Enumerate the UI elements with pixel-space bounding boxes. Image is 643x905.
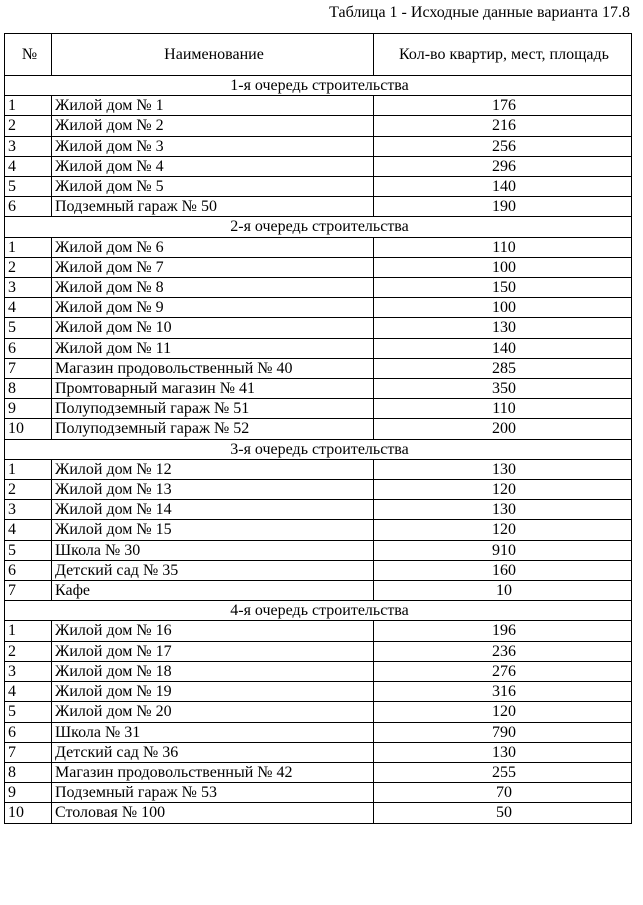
table-row bbox=[5, 156, 632, 176]
stage-header-row bbox=[5, 76, 632, 96]
row-name-cell: Жилой дом № 12 bbox=[52, 459, 374, 479]
table-row bbox=[5, 96, 632, 116]
table-caption: Таблица 1 - Исходные данные варианта 17.8 bbox=[329, 4, 630, 21]
row-name-cell: Магазин продовольственный № 40 bbox=[52, 358, 374, 378]
table-row bbox=[5, 379, 632, 399]
table-body bbox=[5, 76, 632, 824]
table-row bbox=[5, 581, 632, 601]
row-qty-cell: 110 bbox=[374, 237, 632, 257]
row-qty-cell: 216 bbox=[374, 116, 632, 136]
row-num-cell: 2 bbox=[5, 257, 52, 277]
stage-title: 4-я очередь строительства bbox=[5, 601, 632, 621]
row-qty-cell: 10 bbox=[374, 581, 632, 601]
row-qty-cell: 70 bbox=[374, 783, 632, 803]
row-num-cell: 3 bbox=[5, 278, 52, 298]
row-qty-cell: 276 bbox=[374, 661, 632, 681]
row-num-cell: 4 bbox=[5, 682, 52, 702]
row-name-cell: Жилой дом № 15 bbox=[52, 520, 374, 540]
table-row bbox=[5, 338, 632, 358]
row-name-cell: Школа № 31 bbox=[52, 722, 374, 742]
row-name-cell: Школа № 30 bbox=[52, 540, 374, 560]
table-row bbox=[5, 682, 632, 702]
table-row bbox=[5, 358, 632, 378]
row-num-cell: 8 bbox=[5, 762, 52, 782]
row-qty-cell: 190 bbox=[374, 197, 632, 217]
row-qty-cell: 130 bbox=[374, 500, 632, 520]
table-row bbox=[5, 500, 632, 520]
row-name-cell: Промтоварный магазин № 41 bbox=[52, 379, 374, 399]
table-row bbox=[5, 641, 632, 661]
row-name-cell: Столовая № 100 bbox=[52, 803, 374, 823]
row-num-cell: 2 bbox=[5, 480, 52, 500]
row-name-cell: Жилой дом № 2 bbox=[52, 116, 374, 136]
row-name-cell: Жилой дом № 8 bbox=[52, 278, 374, 298]
row-num-cell: 3 bbox=[5, 661, 52, 681]
row-name-cell: Жилой дом № 10 bbox=[52, 318, 374, 338]
table-row bbox=[5, 520, 632, 540]
row-num-cell: 8 bbox=[5, 379, 52, 399]
row-num-cell: 3 bbox=[5, 500, 52, 520]
row-num-cell: 9 bbox=[5, 783, 52, 803]
row-num-cell: 6 bbox=[5, 560, 52, 580]
row-name-cell: Подземный гараж № 53 bbox=[52, 783, 374, 803]
row-num-cell: 5 bbox=[5, 177, 52, 197]
row-name-cell: Жилой дом № 1 bbox=[52, 96, 374, 116]
row-name-cell: Жилой дом № 14 bbox=[52, 500, 374, 520]
row-num-cell: 1 bbox=[5, 237, 52, 257]
table-row bbox=[5, 459, 632, 479]
row-num-cell: 7 bbox=[5, 742, 52, 762]
row-num-cell: 9 bbox=[5, 399, 52, 419]
row-qty-cell: 236 bbox=[374, 641, 632, 661]
table-row bbox=[5, 621, 632, 641]
table-row bbox=[5, 480, 632, 500]
header-row bbox=[5, 34, 632, 76]
row-name-cell: Жилой дом № 3 bbox=[52, 136, 374, 156]
table-row bbox=[5, 399, 632, 419]
row-num-cell: 1 bbox=[5, 621, 52, 641]
row-qty-cell: 316 bbox=[374, 682, 632, 702]
table-row bbox=[5, 742, 632, 762]
table-row bbox=[5, 803, 632, 823]
row-name-cell: Полуподземный гараж № 51 bbox=[52, 399, 374, 419]
row-num-cell: 7 bbox=[5, 358, 52, 378]
row-num-cell: 2 bbox=[5, 641, 52, 661]
row-qty-cell: 140 bbox=[374, 177, 632, 197]
table-row bbox=[5, 560, 632, 580]
row-qty-cell: 120 bbox=[374, 480, 632, 500]
row-num-cell: 4 bbox=[5, 156, 52, 176]
row-qty-cell: 120 bbox=[374, 702, 632, 722]
row-qty-cell: 50 bbox=[374, 803, 632, 823]
row-qty-cell: 130 bbox=[374, 318, 632, 338]
row-num-cell: 3 bbox=[5, 136, 52, 156]
stage-title: 2-я очередь строительства bbox=[5, 217, 632, 237]
row-num-cell: 4 bbox=[5, 520, 52, 540]
row-name-cell: Магазин продовольственный № 42 bbox=[52, 762, 374, 782]
header-num: № bbox=[5, 34, 52, 76]
table-row bbox=[5, 298, 632, 318]
row-qty-cell: 130 bbox=[374, 459, 632, 479]
row-qty-cell: 100 bbox=[374, 298, 632, 318]
row-num-cell: 6 bbox=[5, 722, 52, 742]
row-name-cell: Жилой дом № 19 bbox=[52, 682, 374, 702]
table-row bbox=[5, 540, 632, 560]
row-num-cell: 1 bbox=[5, 96, 52, 116]
row-qty-cell: 110 bbox=[374, 399, 632, 419]
table-row bbox=[5, 419, 632, 439]
row-name-cell: Жилой дом № 13 bbox=[52, 480, 374, 500]
table-row bbox=[5, 177, 632, 197]
table-row bbox=[5, 257, 632, 277]
row-qty-cell: 130 bbox=[374, 742, 632, 762]
row-name-cell: Жилой дом № 4 bbox=[52, 156, 374, 176]
row-num-cell: 7 bbox=[5, 581, 52, 601]
row-name-cell: Жилой дом № 11 bbox=[52, 338, 374, 358]
row-qty-cell: 256 bbox=[374, 136, 632, 156]
row-qty-cell: 150 bbox=[374, 278, 632, 298]
stage-header-row bbox=[5, 217, 632, 237]
header-name: Наименование bbox=[52, 34, 374, 76]
row-qty-cell: 255 bbox=[374, 762, 632, 782]
row-num-cell: 6 bbox=[5, 197, 52, 217]
row-qty-cell: 140 bbox=[374, 338, 632, 358]
row-name-cell: Кафе bbox=[52, 581, 374, 601]
stage-title: 3-я очередь строительства bbox=[5, 439, 632, 459]
row-num-cell: 10 bbox=[5, 419, 52, 439]
row-name-cell: Жилой дом № 9 bbox=[52, 298, 374, 318]
row-name-cell: Жилой дом № 5 bbox=[52, 177, 374, 197]
row-name-cell: Детский сад № 36 bbox=[52, 742, 374, 762]
source-data-table bbox=[4, 33, 632, 824]
row-num-cell: 4 bbox=[5, 298, 52, 318]
row-num-cell: 10 bbox=[5, 803, 52, 823]
row-qty-cell: 200 bbox=[374, 419, 632, 439]
table-row bbox=[5, 318, 632, 338]
row-qty-cell: 350 bbox=[374, 379, 632, 399]
table-row bbox=[5, 237, 632, 257]
table-row bbox=[5, 702, 632, 722]
stage-title: 1-я очередь строительства bbox=[5, 76, 632, 96]
row-name-cell: Жилой дом № 18 bbox=[52, 661, 374, 681]
table-row bbox=[5, 661, 632, 681]
row-name-cell: Жилой дом № 17 bbox=[52, 641, 374, 661]
row-num-cell: 5 bbox=[5, 318, 52, 338]
row-num-cell: 5 bbox=[5, 540, 52, 560]
row-name-cell: Жилой дом № 20 bbox=[52, 702, 374, 722]
row-qty-cell: 196 bbox=[374, 621, 632, 641]
table-row bbox=[5, 278, 632, 298]
row-num-cell: 1 bbox=[5, 459, 52, 479]
stage-header-row bbox=[5, 601, 632, 621]
row-qty-cell: 120 bbox=[374, 520, 632, 540]
row-name-cell: Жилой дом № 16 bbox=[52, 621, 374, 641]
row-name-cell: Жилой дом № 6 bbox=[52, 237, 374, 257]
row-name-cell: Жилой дом № 7 bbox=[52, 257, 374, 277]
row-name-cell: Подземный гараж № 50 bbox=[52, 197, 374, 217]
table-row bbox=[5, 762, 632, 782]
row-qty-cell: 790 bbox=[374, 722, 632, 742]
row-qty-cell: 176 bbox=[374, 96, 632, 116]
row-num-cell: 5 bbox=[5, 702, 52, 722]
row-qty-cell: 100 bbox=[374, 257, 632, 277]
row-name-cell: Полуподземный гараж № 52 bbox=[52, 419, 374, 439]
table-row bbox=[5, 116, 632, 136]
header-qty: Кол-во квартир, мест, площадь bbox=[374, 34, 632, 76]
row-name-cell: Детский сад № 35 bbox=[52, 560, 374, 580]
table-row bbox=[5, 783, 632, 803]
row-qty-cell: 296 bbox=[374, 156, 632, 176]
row-num-cell: 2 bbox=[5, 116, 52, 136]
row-qty-cell: 285 bbox=[374, 358, 632, 378]
table-row bbox=[5, 722, 632, 742]
stage-header-row bbox=[5, 439, 632, 459]
table-row bbox=[5, 197, 632, 217]
table-row bbox=[5, 136, 632, 156]
row-num-cell: 6 bbox=[5, 338, 52, 358]
row-qty-cell: 160 bbox=[374, 560, 632, 580]
row-qty-cell: 910 bbox=[374, 540, 632, 560]
